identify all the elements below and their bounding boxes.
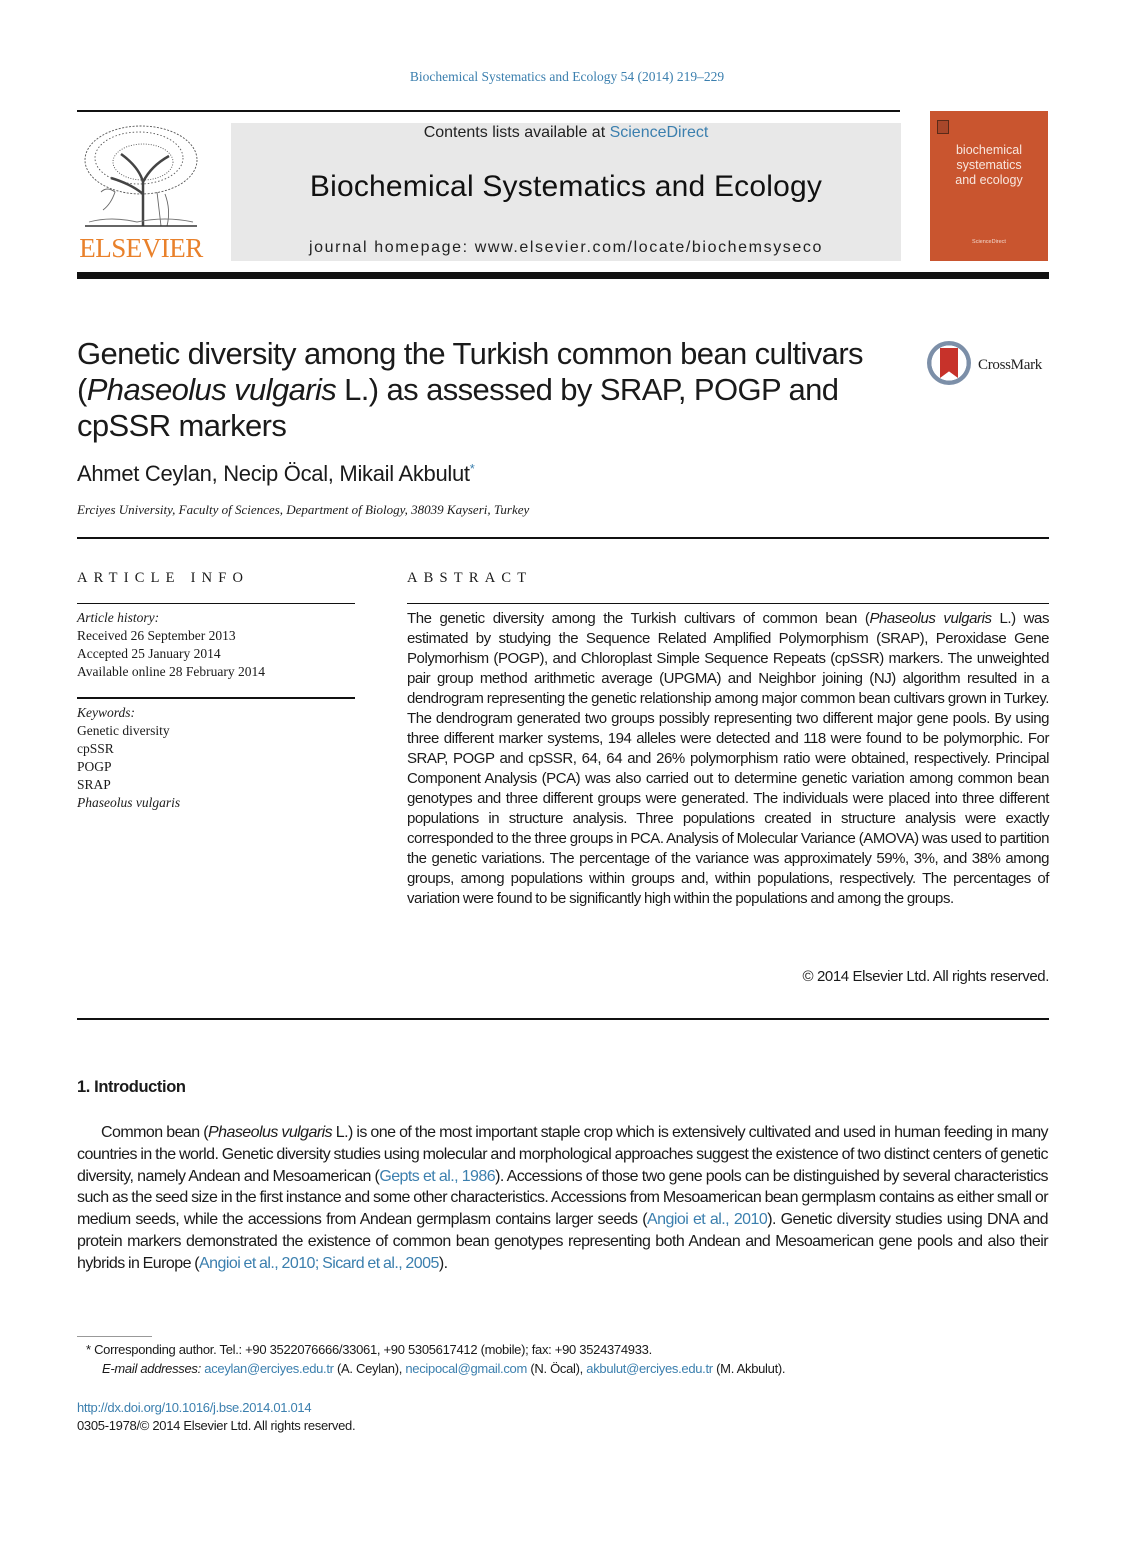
contents-prefix: Contents lists available at — [423, 124, 610, 141]
email-link[interactable]: aceylan@erciyes.edu.tr — [204, 1361, 334, 1376]
article-info-heading: ARTICLE INFO — [77, 570, 250, 586]
elsevier-logo[interactable] — [77, 122, 205, 264]
abstract-species: Phaseolus vulgaris — [869, 610, 992, 627]
abstract-span: The genetic diversity among the Turkish cultivars of common bean ( — [407, 610, 870, 627]
history-online: Available online 28 February 2014 — [77, 664, 265, 679]
history-label: Article history: — [77, 610, 160, 625]
crossmark-button[interactable] — [927, 341, 1052, 391]
intro-span: L.) is one of the most important staple crop which is extensively cultivated and used in human feeding in many countries in the world. Genetic diversity studies using molecular and morphological approaches suggest the existence of two distinct centers of genetic diversity, namely Andean and Mesoamerican ( — [77, 1124, 1048, 1185]
email-link[interactable]: necipocal@gmail.com — [405, 1361, 528, 1376]
footnote-rule — [77, 1336, 152, 1337]
intro-span: ). — [438, 1254, 448, 1272]
section-rule — [77, 537, 1049, 539]
author-list — [77, 461, 475, 487]
keywords — [77, 704, 355, 812]
running-head[interactable]: Biochemical Systematics and Ecology 54 (2014) 219–229 — [409, 69, 725, 84]
abstract-span: L.) was estimated by studying the Sequence Related Amplified Polymorphism (SRAP), Peroxidase Gene Polymorhism (POGP), and Chloroplast Simple Sequence Repeats (cpSSR) markers. The unweighted pair group method arithmetic average (UPGMA) and Neighbor joining (NJ) algorithm resulted in a dendrogram representing the genetic relationship among major common bean cultivars grown in Turkey. The dendrogram generated two groups possibly representing two different major gene pools. By using three different marker systems, 194 alleles were detected and 118 were found to be polymorphic. For SRAP, POGP and cpSSR, 64, 64 and 26% polymorphism ratio were obtained, respectively. Principal Component Analysis (PCA) was also carried out to determine genetic variation among common bean genotypes and three different groups were generated. The individuals were placed into three different populations in structure analysis. Three populations created in structure analysis were exactly corresponded to the three groups in PCA. Analysis of Molecular Variance (AMOVA) was used to partition the genetic variations. The percentage of the variance was approximately 59%, 3%, and 38% among groups, among populations within groups and, within populations, respectively. The percentages of variation were found to be significantly high within the populations and among the groups. — [407, 610, 1049, 907]
elsevier-tree-icon — [81, 122, 201, 232]
header-rule — [77, 110, 900, 112]
homepage-url[interactable]: www.elsevier.com/locate/biochemsyseco — [474, 239, 823, 256]
doi-link[interactable]: http://dx.doi.org/10.1016/j.bse.2014.01.014 — [77, 1400, 312, 1415]
cover-title-line: and ecology — [955, 173, 1023, 187]
abstract-heading: ABSTRACT — [407, 570, 533, 586]
elsevier-wordmark: ELSEVIER — [79, 233, 203, 263]
abstract-rule — [407, 603, 1049, 604]
email-label: E-mail addresses: — [102, 1361, 201, 1376]
journal-title: Biochemical Systematics and Ecology — [309, 170, 823, 203]
email-link[interactable]: akbulut@erciyes.edu.tr — [586, 1361, 713, 1376]
introduction-paragraph — [77, 1122, 1048, 1275]
intro-span: ). Accessions of those two gene pools can be distinguished by several characteristics such as the seed size in the first instance and some other characteristics. Accessions from Mesoamerican bean germplasm contains as either small or medium seeds, while the accessions from Andean germplasm contains larger seeds ( — [77, 1167, 1049, 1229]
abstract-copyright: © 2014 Elsevier Ltd. All rights reserved. — [802, 968, 1049, 985]
title-text: Genetic diversity among the Turkish common bean cultivars ( — [77, 336, 863, 407]
corresponding-author-note: * Corresponding author. Tel.: +90 3522076666/33061, +90 5305617412 (mobile); fax: +90 3524374933. — [86, 1342, 652, 1357]
cover-title-line: biochemical — [955, 143, 1022, 157]
journal-homepage — [231, 239, 901, 257]
intro-span: ). Genetic diversity studies using DNA and protein markers demonstrated the existence of common bean genotypes representing both Andean and Mesoamerican gene pools and also their hybrids in Europe ( — [77, 1211, 1048, 1272]
crossmark-label: CrossMark — [978, 357, 1042, 373]
citation-link[interactable]: Angioi et al., 2010; Sicard et al., 2005 — [199, 1254, 439, 1272]
intro-span: Common bean ( — [101, 1124, 208, 1141]
journal-cover[interactable] — [930, 111, 1048, 261]
article-title — [77, 336, 917, 444]
affiliation: Erciyes University, Faculty of Sciences, Department of Biology, 38039 Kayseri, Turkey — [77, 502, 530, 517]
introduction-heading: 1. Introduction — [77, 1078, 186, 1096]
citation-link[interactable]: Angioi et al., 2010 — [647, 1211, 768, 1229]
journal-masthead — [231, 123, 901, 261]
sciencedirect-link[interactable]: ScienceDirect — [609, 124, 709, 141]
article-info-rule — [77, 603, 355, 604]
abstract-text — [407, 609, 1049, 909]
authors: Ahmet Ceylan, Necip Öcal, Mikail Akbulut — [77, 461, 470, 486]
keyword-item: Phaseolus vulgaris — [77, 795, 181, 810]
masthead-rule — [77, 272, 1049, 279]
contents-line — [231, 124, 901, 142]
history-accepted: Accepted 25 January 2014 — [77, 646, 221, 661]
issn-copyright: 0305-1978/© 2014 Elsevier Ltd. All rights reserved. — [77, 1418, 356, 1433]
cover-elsevier-icon — [937, 120, 949, 134]
email-owner: (A. Ceylan), — [333, 1361, 406, 1376]
keyword-item: POGP — [77, 759, 112, 774]
title-text: L.) as assessed by SRAP, POGP and cpSSR markers — [77, 372, 839, 443]
article-info-rule — [77, 697, 355, 699]
cover-title — [930, 143, 1048, 188]
email-owner: (M. Akbulut). — [712, 1361, 786, 1376]
cover-sciencedirect: ScienceDirect — [972, 239, 1006, 245]
title-species: Phaseolus vulgaris — [86, 372, 337, 407]
intro-species: Phaseolus vulgaris — [208, 1124, 333, 1141]
homepage-label: journal homepage: — [308, 239, 475, 256]
citation-link[interactable]: Gepts et al., 1986 — [379, 1167, 496, 1185]
keywords-label: Keywords: — [77, 705, 135, 720]
keyword-item: Genetic diversity — [77, 723, 170, 738]
front-matter-rule — [77, 1018, 1049, 1020]
history-received: Received 26 September 2013 — [77, 628, 236, 643]
keyword-item: SRAP — [77, 777, 111, 792]
cover-title-line: systematics — [956, 158, 1022, 172]
corresponding-author-mark[interactable]: * — [469, 461, 475, 476]
article-history — [77, 609, 355, 681]
email-addresses — [102, 1361, 785, 1376]
email-owner: (N. Öcal), — [527, 1361, 587, 1376]
keyword-item: cpSSR — [77, 741, 114, 756]
